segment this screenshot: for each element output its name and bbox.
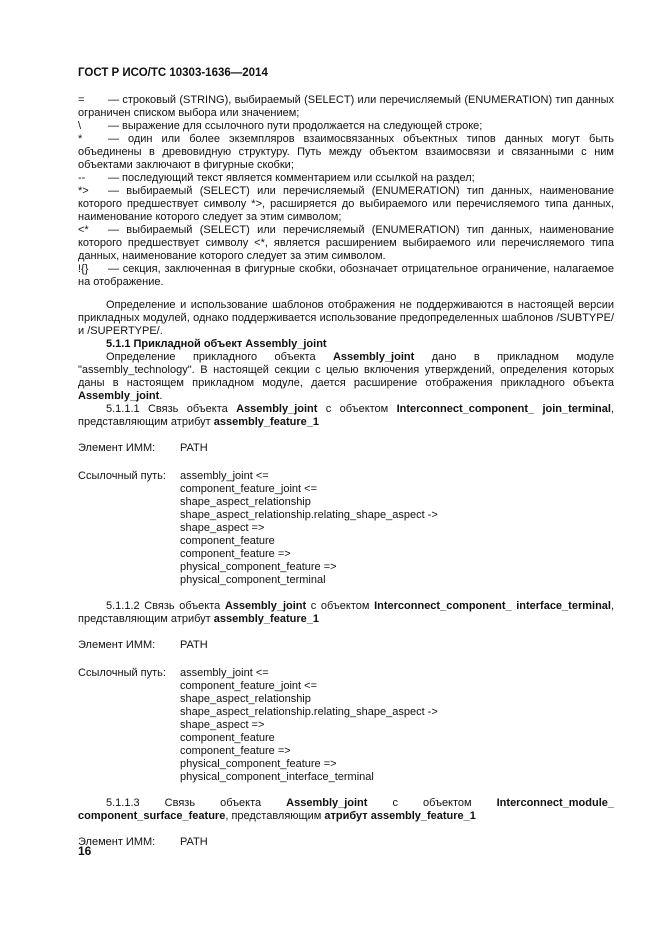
reference-path-line: component_feature_joint <=	[180, 483, 317, 495]
imm-element-row	[78, 836, 614, 849]
paragraph-text: дано в прикладном модуле "assembly_technology". В настоящей секции с целью включения утверждений, определения которых даны в настоящем прикладном модуле, дается расширение отображения прикладного объекта	[78, 351, 614, 389]
definition-item	[78, 224, 614, 263]
reference-path-line: shape_aspect =>	[180, 522, 265, 534]
imm-element-label: Элемент ИММ:	[78, 639, 156, 651]
imm-element-row	[78, 639, 614, 652]
subsection-5-1-1-3-heading	[78, 797, 614, 823]
reference-path-row	[78, 470, 614, 587]
entity-name: Assembly_joint	[286, 797, 368, 809]
attribute-name: assembly_feature_1	[213, 416, 319, 428]
attribute-name: assembly_feature_1	[213, 613, 319, 625]
definition-symbol: --	[78, 172, 86, 184]
subsection-text: 5.1.1.3 Связь объекта	[106, 797, 262, 809]
subsection-text: 5.1.1.1 Связь объекта	[106, 403, 228, 415]
reference-path-line: shape_aspect_relationship	[180, 496, 311, 508]
definition-item	[78, 120, 614, 133]
definition-text: — выбираемый (SELECT) или перечисляемый (ENUMERATION) тип данных, наименование которого предшествует символу *>, расширяется до выбираемого или перечисляемого типа данных, наименование которого следует за этим символом;	[78, 185, 614, 223]
definition-item	[78, 263, 614, 289]
imm-element-label: Элемент ИММ:	[78, 836, 156, 848]
definitions-list	[78, 94, 614, 289]
reference-path-row	[78, 667, 614, 784]
entity-name: Assembly_joint	[78, 390, 160, 402]
reference-path-label: Ссылочный путь:	[78, 667, 166, 679]
subsection-5-1-1-2-heading	[78, 600, 614, 626]
definition-symbol: *>	[78, 185, 89, 197]
definition-symbol: *	[78, 133, 83, 145]
section-heading-5-1-1: 5.1.1 Прикладной объект Assembly_joint	[106, 338, 327, 350]
definition-symbol: !{}	[78, 263, 89, 275]
definition-symbol: =	[78, 94, 85, 106]
reference-path-line: component_feature_joint <=	[180, 680, 317, 692]
definition-item	[78, 133, 614, 172]
reference-path-line: shape_aspect_relationship.relating_shape_aspect ->	[180, 706, 438, 718]
definition-item	[78, 94, 614, 120]
reference-path-line: assembly_joint <=	[180, 667, 269, 679]
definition-item	[78, 172, 614, 185]
subsection-text: с объектом	[325, 403, 389, 415]
reference-path-line: component_feature	[180, 535, 275, 547]
paragraph-text: .	[159, 390, 163, 402]
page-number: 16	[78, 844, 92, 858]
subsection-text: , представляющим атрибут	[78, 600, 615, 625]
definition-text: — строковый (STRING), выбираемый (SELECT) или перечисляемый (ENUMERATION) тип данных ограничен списком выбора или значением;	[78, 94, 614, 119]
definition-text: — выражение для ссылочного пути продолжается на следующей строке;	[108, 120, 483, 132]
reference-path-line: component_feature =>	[180, 548, 291, 560]
definition-text: — последующий текст является комментарием или ссылкой на раздел;	[108, 172, 475, 184]
definition-text: — выбираемый (SELECT) или перечисляемый (ENUMERATION) тип данных, наименование которого предшествует символу <*, является расширением выбираемого или перечисляемого типа данных, наименование которого следует за этим символом.	[78, 224, 614, 262]
attribute-name: атрибут assembly_feature_1	[324, 810, 476, 822]
subsection-text: 5.1.1.2 Связь объекта	[106, 600, 221, 612]
subsection-5-1-1-1-heading	[78, 403, 614, 429]
entity-name: Interconnect_module_ component_surface_feature	[78, 797, 614, 822]
page-content	[78, 94, 614, 849]
intro-paragraph: Определение и использование шаблонов отображения не поддерживаются в настоящей версии прикладных модулей, однако поддерживается использование предопределенных шаблонов /SUBTYPE/ и /SUPERTYPE/.	[78, 299, 614, 337]
definition-item	[78, 185, 614, 224]
imm-element-label: Элемент ИММ:	[78, 442, 156, 454]
imm-element-row	[78, 442, 614, 455]
subsection-text: , представляющим	[225, 810, 322, 822]
definition-symbol: \	[78, 120, 82, 132]
reference-path-line: component_feature =>	[180, 745, 291, 757]
paragraph-text: Определение прикладного объекта	[106, 351, 316, 363]
reference-path-line: shape_aspect_relationship.relating_shape_aspect ->	[180, 509, 438, 521]
definition-text: — секция, заключенная в фигурные скобки, обозначает отрицательное ограничение, налагаемое на отображение.	[78, 263, 614, 288]
subsection-text: с объектом	[392, 797, 472, 809]
reference-path-lines	[180, 667, 614, 784]
reference-path-line: assembly_joint <=	[180, 470, 269, 482]
reference-path-line: component_feature	[180, 732, 275, 744]
entity-name: Assembly_joint	[332, 351, 415, 363]
reference-path-line: physical_component_terminal	[180, 574, 326, 586]
reference-path-line: shape_aspect_relationship	[180, 693, 311, 705]
definition-text: — один или более экземпляров взаимосвязанных объектных типов данных могут быть объединены в древовидную структуру. Путь между объектом взаимосвязи и связанными с ним объектами заключают в фигурные скобки;	[78, 133, 614, 171]
reference-path-line: physical_component_feature =>	[180, 758, 337, 770]
subsection-text: с объектом	[310, 600, 370, 612]
reference-path-line: shape_aspect =>	[180, 719, 265, 731]
entity-name: Assembly_joint	[224, 600, 307, 612]
reference-path-lines	[180, 470, 614, 587]
definition-symbol: <*	[78, 224, 89, 236]
reference-path-line: physical_component_interface_terminal	[180, 771, 374, 783]
imm-element-value: PATH	[180, 442, 208, 454]
entity-name: Interconnect_component_ join_terminal	[396, 403, 611, 415]
section-5-1-1-paragraph	[78, 351, 614, 403]
reference-path-line: physical_component_feature =>	[180, 561, 337, 573]
entity-name: Assembly_joint	[236, 403, 318, 415]
subsection-text: , представляющим атрибут	[78, 403, 614, 428]
reference-path-label: Ссылочный путь:	[78, 470, 166, 482]
document-header: ГОСТ Р ИСО/ТС 10303-1636—2014	[78, 67, 268, 79]
entity-name: Interconnect_component_ interface_terminal	[374, 600, 611, 612]
imm-element-value: PATH	[180, 639, 208, 651]
imm-element-value: PATH	[180, 836, 208, 848]
